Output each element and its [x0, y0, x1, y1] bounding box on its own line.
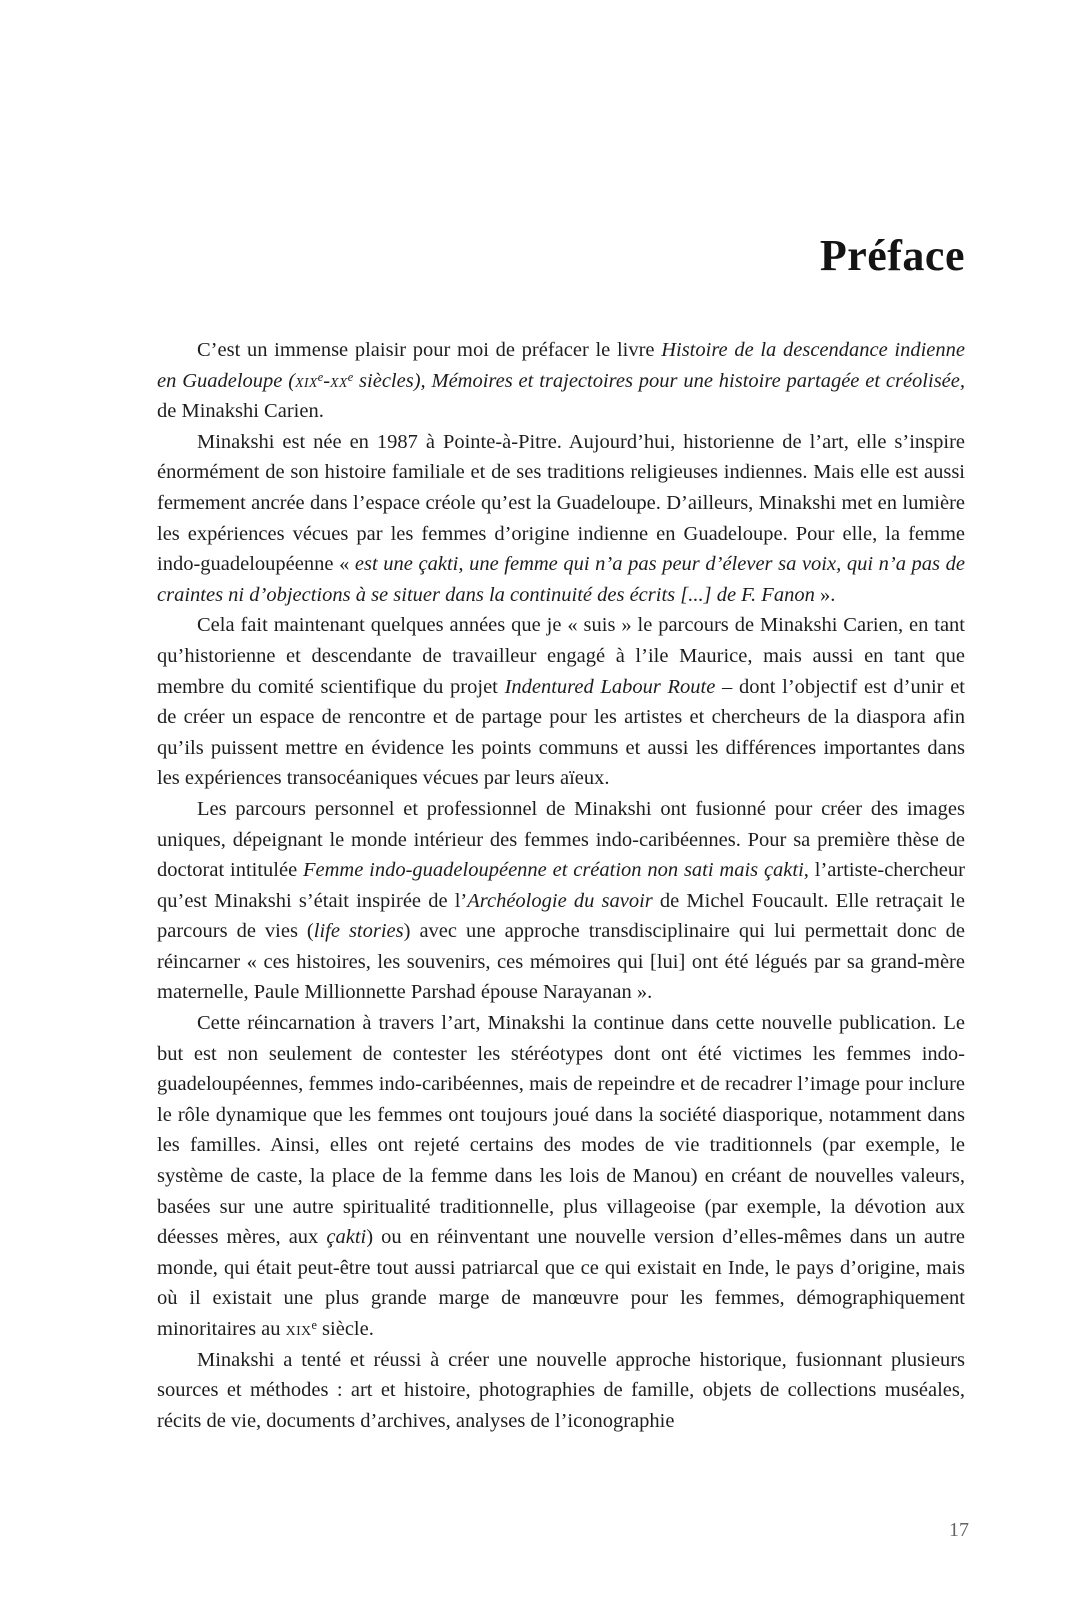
paragraph [157, 794, 965, 1008]
paragraph [157, 1008, 965, 1345]
text-run: de Michel Foucault. Elle retraçait le parcours de vies ( [157, 889, 965, 943]
text-run: Cela fait maintenant quelques années que je « suis » le parcours de Minakshi Carien, en tant qu’historienne et descendante de travailleur engagé à l’ile Maurice, mais aussi en tant que membre du comité scientifique du projet [157, 614, 965, 698]
text-run: life stories [313, 920, 404, 943]
text-run: e [317, 369, 324, 384]
text-run: xx [330, 369, 348, 392]
text-run: Minakshi a tenté et réussi à créer une nouvelle approche historique, fusionnant plusieurs sources et méthodes : art et histoire, photographies de famille, objets de collections muséales, récits de vie, documents d’archives, analyses de l’iconographie [157, 1348, 965, 1432]
text-run: Indentured Labour Route [504, 675, 716, 698]
paragraph [157, 610, 965, 794]
text-run: e [347, 369, 354, 384]
text-run: – dont l’objectif est d’unir et de créer un espace de rencontre et de partage pour les artistes et chercheurs de la diaspora afin qu’ils puissent mettre en évidence les points communs et aussi les différences importantes dans les expériences transocéaniques vécues par leurs aïeux. [157, 675, 965, 790]
text-run: Archéologie du savoir [467, 889, 653, 912]
text-run: ». [814, 583, 836, 606]
text-run: e [311, 1317, 317, 1332]
text-run: Minakshi est née en 1987 à Pointe-à-Pitre. Aujourd’hui, historienne de l’art, elle s’inspire énormément de son histoire familiale et de ses traditions religieuses indiennes. Mais elle est aussi fermement ancrée dans l’espace créole qu’est la Guadeloupe. D’ailleurs, Minakshi met en lumière les expériences vécues par les femmes d’origine indienne en Guadeloupe. Pour elle, la femme indo-guadeloupéenne « [157, 430, 965, 576]
text-run: de Minakshi Carien. [157, 400, 324, 423]
paragraph [157, 1345, 965, 1437]
text-run: , l’artiste-chercheur qu’est Minakshi s’était inspirée de l’ [157, 859, 965, 912]
paragraph [157, 335, 965, 427]
text-run: est une çakti, une femme qui n’a pas peur d’élever sa voix, qui n’a pas de craintes ni d’objections à se situer dans la continuité des écrits [...] de F. Fanon [157, 553, 965, 606]
text-run: siècles), Mémoires et trajectoires pour une histoire partagée et créolisée, [353, 369, 965, 392]
text-run: xix [285, 1318, 312, 1340]
text-run: Histoire de la descendance indienne en Guadeloupe ( [157, 339, 965, 392]
page-number: 17 [949, 1519, 969, 1541]
paragraph [157, 427, 965, 611]
text-run: siècle. [316, 1318, 374, 1340]
preface-body [157, 335, 965, 1436]
text-run: Cette réincarnation à travers l’art, Minakshi la continue dans cette nouvelle publication. Le but est non seulement de contester les stéréotypes dont ont été victimes les femmes indo-guadeloupéennes, femmes indo-caribéennes, mais de repeindre et de recadrer l’image pour inclure le rôle dynamique que les femmes ont toujours joué dans la société diasporique, notamment dans les familles. Ainsi, elles ont rejeté certains des modes de vie traditionnels (par exemple, le système de caste, la place de la femme dans les lois de Manou) en créant de nouvelles valeurs, basées sur une autre spiritualité traditionnelle, plus villageoise (par exemple, la dévotion aux déesses mères, aux [157, 1012, 965, 1249]
text-run: C’est un immense plaisir pour moi de préfacer le livre [197, 339, 662, 361]
text-run: Femme indo-guadeloupéenne et création non sati mais çakti [303, 859, 804, 882]
text-run: Les parcours personnel et professionnel de Minakshi ont fusionné pour créer des images uniques, dépeignant le monde intérieur des femmes indo-caribéennes. Pour sa première thèse de doctorat intitulée [157, 797, 965, 882]
text-run: çakti [326, 1226, 367, 1249]
text-run: ) ou en réinventant une nouvelle version d’elles-mêmes dans un autre monde, qui était peut-être tout aussi patriarcal que ce qui existait en Inde, le pays d’origine, mais où il existait une plus grande marge de manœuvre pour les femmes, démographiquement minoritaires au [157, 1226, 965, 1340]
text-run: - [323, 369, 331, 392]
page-title: Préface [819, 231, 965, 280]
text-run: ) avec une approche transdisciplinaire qui lui permettait donc de réincarner « ces histoires, les souvenirs, ces mémoires qui [lui] ont été légués par sa grand-mère maternelle, Paule Millionnette Parshad épouse Narayanan ». [157, 920, 965, 1004]
text-run: xix [295, 369, 318, 392]
